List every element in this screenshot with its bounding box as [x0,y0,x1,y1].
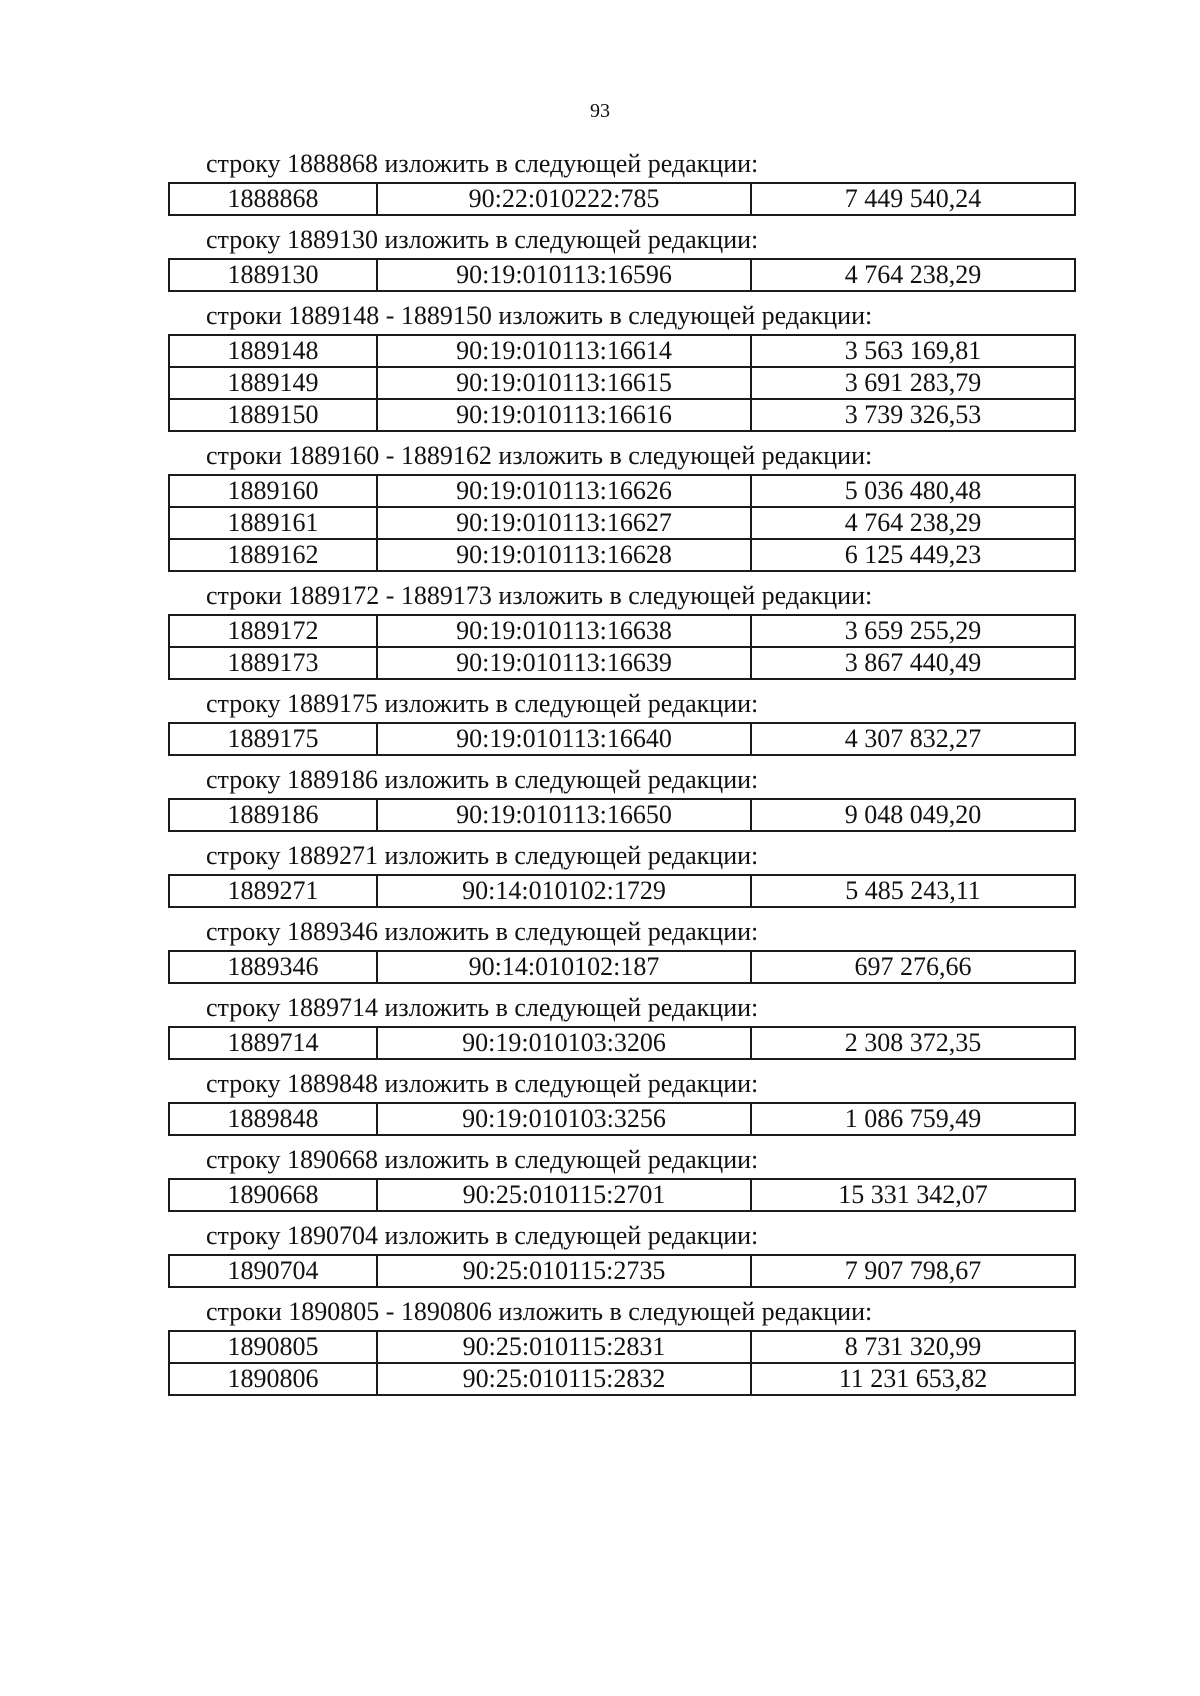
amendment-instruction: строку 1888868 изложить в следующей редакции: [206,149,759,178]
table-row [169,367,1075,399]
amendment-instruction: строку 1889848 изложить в следующей редакции: [206,1069,759,1098]
value-cell: 5 485 243,11 [751,875,1075,907]
cadastral-number-cell: 90:25:010115:2831 [377,1331,751,1363]
amendment-section [168,688,1074,756]
amendment-table [168,798,1076,832]
row-number-cell: 1889150 [169,399,377,431]
amendment-instruction: строки 1889172 - 1889173 изложить в следующей редакции: [206,581,873,610]
value-cell: 1 086 759,49 [751,1103,1075,1135]
table-row [169,399,1075,431]
amendment-section [168,992,1074,1060]
value-cell: 15 331 342,07 [751,1179,1075,1211]
row-number-cell: 1889173 [169,647,377,679]
cadastral-number-cell: 90:19:010113:16626 [377,475,751,507]
amendment-table [168,722,1076,756]
table-row [169,799,1075,831]
cadastral-number-cell: 90:19:010113:16640 [377,723,751,755]
row-number-cell: 1889149 [169,367,377,399]
table-row [169,615,1075,647]
row-number-cell: 1889160 [169,475,377,507]
value-cell: 7 449 540,24 [751,183,1075,215]
amendment-instruction: строку 1889271 изложить в следующей редакции: [206,841,759,870]
table-row [169,951,1075,983]
cadastral-number-cell: 90:19:010113:16596 [377,259,751,291]
value-cell: 4 764 238,29 [751,259,1075,291]
amendment-instruction: строку 1890668 изложить в следующей редакции: [206,1145,759,1174]
row-number-cell: 1889848 [169,1103,377,1135]
cadastral-number-cell: 90:19:010113:16638 [377,615,751,647]
row-number-cell: 1890806 [169,1363,377,1395]
amendment-section [168,1220,1074,1288]
amendment-instruction: строку 1889714 изложить в следующей редакции: [206,993,759,1022]
page-number: 93 [590,100,610,122]
table-row [169,335,1075,367]
amendment-instruction: строку 1889130 изложить в следующей редакции: [206,225,759,254]
table-row [169,539,1075,571]
amendment-instruction: строки 1889160 - 1889162 изложить в следующей редакции: [206,441,873,470]
amendment-table [168,258,1076,292]
table-row [169,1331,1075,1363]
row-number-cell: 1890668 [169,1179,377,1211]
amendment-table [168,1330,1076,1396]
row-number-cell: 1889175 [169,723,377,755]
value-cell: 3 659 255,29 [751,615,1075,647]
value-cell: 3 563 169,81 [751,335,1075,367]
amendments-list [168,148,1074,1404]
row-number-cell: 1889714 [169,1027,377,1059]
value-cell: 2 308 372,35 [751,1027,1075,1059]
amendment-section [168,148,1074,216]
row-number-cell: 1889186 [169,799,377,831]
value-cell: 3 691 283,79 [751,367,1075,399]
cadastral-number-cell: 90:19:010113:16616 [377,399,751,431]
amendment-section [168,580,1074,680]
row-number-cell: 1888868 [169,183,377,215]
row-number-cell: 1889172 [169,615,377,647]
table-row [169,1363,1075,1395]
value-cell: 8 731 320,99 [751,1331,1075,1363]
amendment-table [168,1026,1076,1060]
amendment-table [168,874,1076,908]
cadastral-number-cell: 90:22:010222:785 [377,183,751,215]
amendment-section [168,1144,1074,1212]
row-number-cell: 1889161 [169,507,377,539]
table-row [169,475,1075,507]
amendment-table [168,614,1076,680]
amendment-instruction: строки 1889148 - 1889150 изложить в следующей редакции: [206,301,873,330]
value-cell: 6 125 449,23 [751,539,1075,571]
row-number-cell: 1890704 [169,1255,377,1287]
row-number-cell: 1889148 [169,335,377,367]
row-number-cell: 1889346 [169,951,377,983]
amendment-table [168,1254,1076,1288]
row-number-cell: 1889271 [169,875,377,907]
cadastral-number-cell: 90:19:010103:3256 [377,1103,751,1135]
cadastral-number-cell: 90:19:010113:16639 [377,647,751,679]
cadastral-number-cell: 90:25:010115:2735 [377,1255,751,1287]
cadastral-number-cell: 90:19:010113:16615 [377,367,751,399]
value-cell: 5 036 480,48 [751,475,1075,507]
table-row [169,1103,1075,1135]
cadastral-number-cell: 90:19:010113:16614 [377,335,751,367]
table-row [169,259,1075,291]
row-number-cell: 1890805 [169,1331,377,1363]
value-cell: 9 048 049,20 [751,799,1075,831]
table-row [169,875,1075,907]
value-cell: 3 739 326,53 [751,399,1075,431]
cadastral-number-cell: 90:19:010113:16650 [377,799,751,831]
value-cell: 697 276,66 [751,951,1075,983]
value-cell: 4 764 238,29 [751,507,1075,539]
table-row [169,1027,1075,1059]
amendment-table [168,1178,1076,1212]
table-row [169,723,1075,755]
amendment-instruction: строку 1889175 изложить в следующей редакции: [206,689,759,718]
amendment-instruction: строку 1889346 изложить в следующей редакции: [206,917,759,946]
amendment-section [168,224,1074,292]
table-row [169,183,1075,215]
row-number-cell: 1889130 [169,259,377,291]
row-number-cell: 1889162 [169,539,377,571]
amendment-section [168,300,1074,432]
table-row [169,507,1075,539]
amendment-section [168,1068,1074,1136]
table-row [169,1255,1075,1287]
amendment-table [168,1102,1076,1136]
amendment-table [168,950,1076,984]
cadastral-number-cell: 90:25:010115:2832 [377,1363,751,1395]
amendment-table [168,474,1076,572]
value-cell: 4 307 832,27 [751,723,1075,755]
amendment-instruction: строку 1890704 изложить в следующей редакции: [206,1221,759,1250]
value-cell: 3 867 440,49 [751,647,1075,679]
amendment-instruction: строки 1890805 - 1890806 изложить в следующей редакции: [206,1297,873,1326]
value-cell: 11 231 653,82 [751,1363,1075,1395]
amendment-table [168,182,1076,216]
amendment-section [168,840,1074,908]
table-row [169,647,1075,679]
value-cell: 7 907 798,67 [751,1255,1075,1287]
amendment-section [168,1296,1074,1396]
amendment-instruction: строку 1889186 изложить в следующей редакции: [206,765,759,794]
cadastral-number-cell: 90:25:010115:2701 [377,1179,751,1211]
cadastral-number-cell: 90:19:010103:3206 [377,1027,751,1059]
cadastral-number-cell: 90:19:010113:16627 [377,507,751,539]
cadastral-number-cell: 90:14:010102:1729 [377,875,751,907]
cadastral-number-cell: 90:14:010102:187 [377,951,751,983]
amendment-section [168,764,1074,832]
cadastral-number-cell: 90:19:010113:16628 [377,539,751,571]
amendment-section [168,440,1074,572]
amendment-table [168,334,1076,432]
table-row [169,1179,1075,1211]
amendment-section [168,916,1074,984]
